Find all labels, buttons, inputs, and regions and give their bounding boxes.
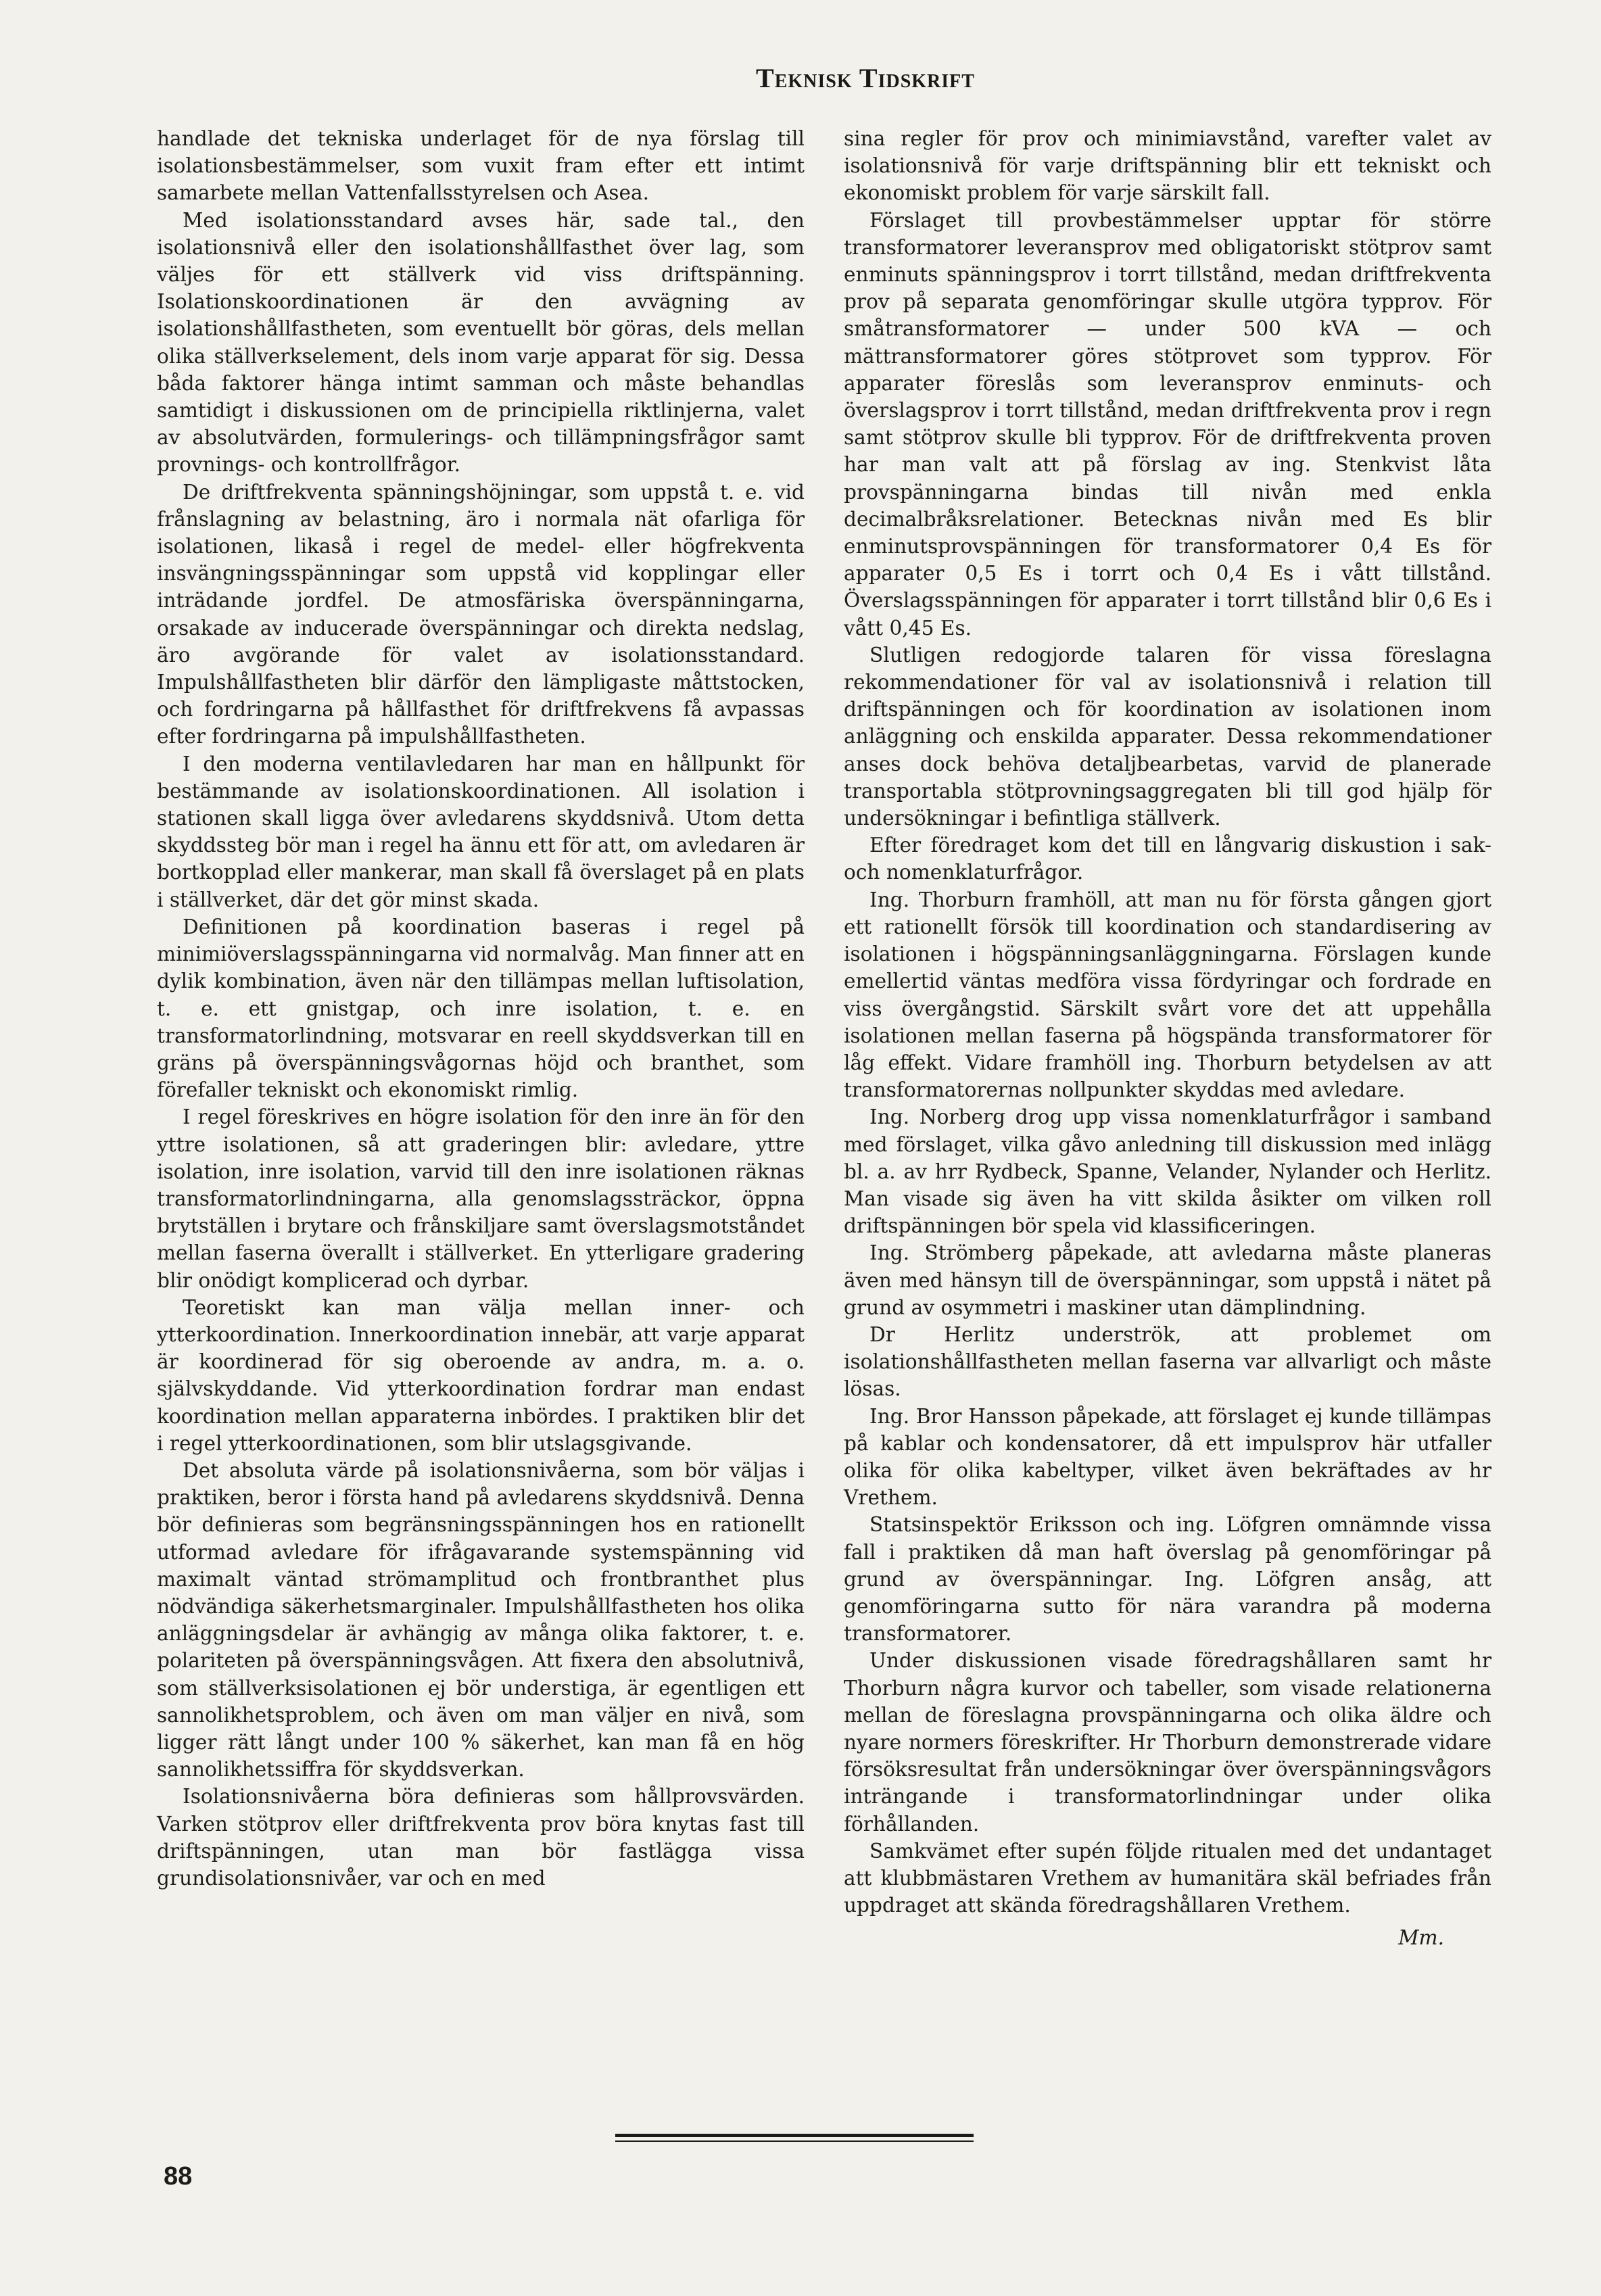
- paragraph: Isolationsnivåerna böra definieras som hållprovsvärden. Varken stötprov eller driftfrekventa prov böra knytas fast till driftspänningen, utan man bör fastlägga vissa grundisolationsnivåer, var och en med: [157, 1785, 805, 1890]
- paragraph: Teoretiskt kan man välja mellan inner- och ytterkoordination. Innerkoordination innebär, att varje apparat är koordinerad för sig oberoende av andra, m. a. o. självskyddande. Vid ytterkoordination fordrar man endast koordination mellan apparaterna inbördes. I praktiken blir det i regel ytterkoordinationen, som blir utslagsgivande.: [157, 1295, 805, 1455]
- footer-rule-thin: [615, 2140, 974, 2142]
- right-column: [844, 125, 1491, 1952]
- paragraph: Dr Herlitz underströk, att problemet om isolationshållfastheten mellan faserna var allvarligt och måste lösas.: [844, 1322, 1491, 1401]
- paragraph: Med isolationsstandard avses här, sade tal., den isolationsnivå eller den isolationshållfasthet över lag, som väljes för ett ställverk vid viss driftspänning. Isolationskoordinationen är den avvägning av isolationshållfastheten, som eventuellt bör göras, dels mellan olika ställverkselement, dels inom varje apparat för sig. Dessa båda faktorer hänga intimt samman och måste behandlas samtidigt i diskussionen om de principiella riktlinjerna, valet av absolutvärden, formulerings- och tillämpningsfrågor samt provnings- och kontrollfrågor.: [157, 208, 805, 477]
- page-number: 88: [164, 2162, 193, 2191]
- paragraph: Slutligen redogjorde talaren för vissa föreslagna rekommendationer för val av isolationsnivå i relation till driftspänningen och för koordination av isolationen inom anläggning och enskilda apparater. Dessa rekommendationer anses dock behöva detaljbearbetas, varvid de planerade transportabla stötprovningsaggregaten bli till god hjälp för undersökningar i befintliga ställverk.: [844, 643, 1491, 830]
- footer-rule: [615, 2134, 974, 2137]
- paragraph: sina regler för prov och minimiavstånd, varefter valet av isolationsnivå för varje driftspänning blir ett tekniskt och ekonomiskt problem för varje särskilt fall.: [844, 127, 1491, 205]
- left-column: [157, 125, 805, 1892]
- author-signature: Mm.: [1398, 1926, 1444, 1950]
- paragraph: Ing. Norberg drog upp vissa nomenklaturfrågor i samband med förslaget, vilka gåvo anledning till diskussion med inlägg bl. a. av hrr Rydbeck, Spanne, Velander, Nylander och Herlitz. Man visade sig även ha vitt skilda åsikter om vilken roll driftspänningen bör spela vid klassificeringen.: [844, 1105, 1491, 1238]
- paragraph: Ing. Thorburn framhöll, att man nu för första gången gjort ett rationellt försök till koordination och standardisering av isolationen i högspänningsanläggningarna. Förslagen kunde emellertid väntas medföra vissa fördyringar och fordrade en viss övergångstid. Särskilt svårt vore det att uppehålla isolationen mellan faserna på högspända transformatorer för låg effekt. Vidare framhöll ing. Thorburn betydelsen av att transformatorernas nollpunkter skyddas med avledare.: [844, 888, 1491, 1102]
- running-head-title: Teknisk Tidskrift: [756, 63, 975, 93]
- paragraph: Ing. Strömberg påpekade, att avledarna måste planeras även med hänsyn till de överspänningar, som uppstå i nätet på grund av osymmetri i maskiner utan dämplindning.: [844, 1241, 1491, 1319]
- paragraph: Ing. Bror Hansson påpekade, att förslaget ej kunde tillämpas på kablar och kondensatorer, då ett impulsprov här utfaller olika för olika kabeltyper, vilket även bekräftades av hr Vrethem.: [844, 1404, 1491, 1510]
- paragraph: Statsinspektör Eriksson och ing. Löfgren omnämnde vissa fall i praktiken då man haft överslag på genomföringar på grund av överspänningar. Ing. Löfgren ansåg, att genomföringarna sutto för nära varandra på moderna transformatorer.: [844, 1513, 1491, 1646]
- paragraph: Definitionen på koordination baseras i regel på minimiöverslagsspänningarna vid normalvåg. Man finner att en dylik kombination, även när den tillämpas mellan luftisolation, t. e. ett gnistgap, och inre isolation, t. e. en transformatorlindning, motsvarar en reell skyddsverkan till en gräns på överspänningsvågornas höjd och branthet, som förefaller tekniskt och ekonomiskt rimlig.: [157, 915, 805, 1102]
- paragraph: De driftfrekventa spänningshöjningar, som uppstå t. e. vid frånslagning av belastning, äro i normala nät ofarliga för isolationen, likaså i regel de medel- eller högfrekventa insvängningsspänningar som uppstå vid kopplingar eller inträdande jordfel. De atmosfäriska överspänningarna, orsakade av inducerade överspänningar och direkta nedslag, äro avgörande för valet av isolationsstandard. Impulshållfastheten blir därför den lämpligaste måttstocken, och fordringarna på hållfasthet för driftfrekvens få avpassas efter fordringarna på impulshållfastheten.: [157, 480, 805, 748]
- paragraph: Efter föredraget kom det till en långvarig diskustion i sak- och nomenklaturfrågor.: [844, 834, 1491, 884]
- paragraph: Samkvämet efter supén följde ritualen med det undantaget att klubbmästaren Vrethem av humanitära skäl befriades från uppdraget att skända föredragshållaren Vrethem.: [844, 1839, 1491, 1917]
- paragraph: I regel föreskrives en högre isolation för den inre än för den yttre isolationen, så att graderingen blir: avledare, yttre isolation, inre isolation, varvid till den inre isolationen räknas transformatorlindningarna, alla genomslagssträckor, öppna brytställen i brytare och frånskiljare samt överslagsmotståndet mellan faserna överallt i ställverket. En ytterligare gradering blir onödigt komplicerad och dyrbar.: [157, 1105, 805, 1292]
- paragraph: Det absoluta värde på isolationsnivåerna, som bör väljas i praktiken, beror i första hand på avledarens skyddsnivå. Denna bör definieras som begränsningsspänningen hos en rationellt utformad avledare för ifrågavarande systemspänning vid maximalt väntad strömamplitud och frontbranthet plus nödvändiga säkerhetsmarginaler. Impulshållfastheten hos olika anläggningsdelar är avhängig av många olika faktorer, t. e. polariteten på överspänningsvågen. Att fixera den absolutnivå, som ställverksisolationen ej bör understiga, är egentligen ett sannolikhetsproblem, och även om man väljer en nivå, som ligger rätt långt under 100 % säkerhet, kan man få en hög sannolikhetssiffra för skyddsverkan.: [157, 1458, 805, 1781]
- paragraph: Under diskussionen visade föredragshållaren samt hr Thorburn några kurvor och tabeller, som visade relationerna mellan de föreslagna provspänningarna och olika äldre och nyare normers föreskrifter. Hr Thorburn demonstrerade vidare försöksresultat från undersökningar över överspänningsvågors inträngande i transformatorlindningar under olika förhållanden.: [844, 1649, 1491, 1836]
- paragraph: handlade det tekniska underlaget för de nya förslag till isolationsbestämmelser, som vuxit fram efter ett intimt samarbete mellan Vattenfallsstyrelsen och Asea.: [157, 127, 805, 205]
- paragraph: Förslaget till provbestämmelser upptar för större transformatorer leveransprov med obligatoriskt stötprov samt enminuts spänningsprov i torrt tillstånd, medan driftfrekventa prov på separata genomföringar skulle utgöra typprov. För småtransformatorer — under 500 kVA — och mättransformatorer göres stötprovet som typprov. För apparater föreslås som leveransprov enminuts- och överslagsprov i torrt tillstånd, medan driftfrekventa prov i regn samt stötprov skulle bli typprov. För de driftfrekventa proven har man valt att på förslag av ing. Stenkvist låta provspänningarna bindas till nivån med enkla decimalbråksrelationer. Betecknas nivån med Es blir enminutsprovspänningen för transformatorer 0,4 Es för apparater 0,5 Es i torrt och 0,4 Es i vått tillstånd. Överslagsspänningen för apparater i torrt tillstånd blir 0,6 Es i vått 0,45 Es.: [844, 208, 1491, 640]
- paragraph: I den moderna ventilavledaren har man en hållpunkt för bestämmande av isolationskoordinationen. All isolation i stationen skall ligga över avledarens skyddsnivå. Utom detta skyddssteg bör man i regel ha ännu ett för att, om avledaren är bortkopplad eller mankerar, man skall få överslaget på en plats i ställverket, där det gör minst skada.: [157, 752, 805, 911]
